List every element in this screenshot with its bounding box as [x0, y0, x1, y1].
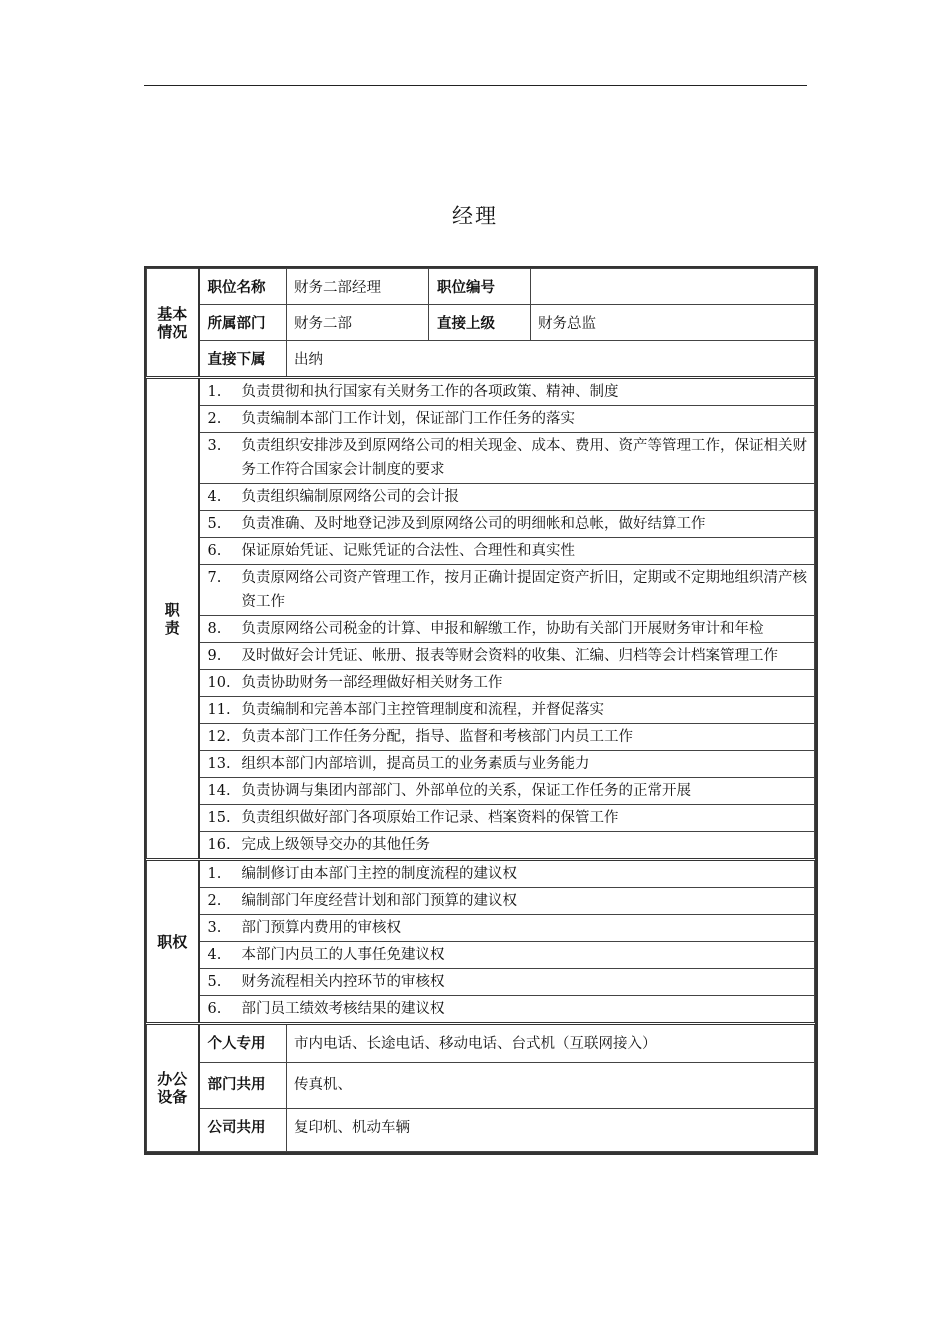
item-number: 15. [207, 810, 231, 826]
duties-item [199, 565, 815, 616]
section-duties: 职 责 [147, 378, 199, 860]
duties-item [199, 805, 815, 832]
item-text: 负责编制和完善本部门主控管理制度和流程，并督促落实 [241, 702, 604, 718]
list-item [147, 538, 815, 565]
item-number: 4. [207, 947, 222, 963]
equipment-department-label: 部门共用 [199, 1063, 287, 1109]
authority-item [199, 888, 815, 915]
authority-item [199, 996, 815, 1024]
list-item [147, 697, 815, 724]
equipment-department-value: 传真机、 [287, 1063, 815, 1109]
authority-item [199, 915, 815, 942]
list-item [147, 888, 815, 915]
duties-item [199, 406, 815, 433]
list-item [147, 511, 815, 538]
item-number: 8. [207, 621, 222, 637]
item-text: 本部门内员工的人事任免建议权 [241, 947, 445, 963]
item-number: 11. [207, 702, 231, 718]
item-number: 3. [207, 438, 222, 454]
duties-item [199, 724, 815, 751]
list-item [147, 751, 815, 778]
authority-item [199, 860, 815, 888]
item-number: 7. [207, 570, 222, 586]
item-text: 负责组织做好部门各项原始工作记录、档案资料的保管工作 [241, 810, 619, 826]
item-text: 保证原始凭证、记账凭证的合法性、合理性和真实性 [241, 543, 575, 559]
header-rule [144, 85, 807, 86]
item-number: 1. [207, 866, 222, 882]
section-equipment: 办公 设备 [147, 1024, 199, 1152]
list-item [147, 670, 815, 697]
item-number: 5. [207, 974, 222, 990]
duties-item [199, 751, 815, 778]
list-item [147, 805, 815, 832]
list-item [147, 832, 815, 860]
list-item [147, 484, 815, 511]
item-text: 负责准确、及时地登记涉及到原网络公司的明细帐和总帐，做好结算工作 [241, 516, 706, 532]
position-name-label: 职位名称 [199, 269, 287, 305]
job-description-table [144, 266, 818, 1155]
duties-item [199, 616, 815, 643]
row-equipment-department [147, 1063, 815, 1109]
duties-item [199, 378, 815, 406]
department-label: 所属部门 [199, 305, 287, 341]
item-text: 财务流程相关内控环节的审核权 [241, 974, 445, 990]
item-text: 负责组织编制原网络公司的会计报 [241, 489, 459, 505]
row-equipment-personal [147, 1024, 815, 1063]
item-number: 5. [207, 516, 222, 532]
superior-label: 直接上级 [429, 305, 531, 341]
duties-item [199, 670, 815, 697]
list-item [147, 724, 815, 751]
item-number: 12. [207, 729, 231, 745]
row-position [147, 269, 815, 305]
item-number: 13. [207, 756, 231, 772]
item-text: 部门预算内费用的审核权 [241, 920, 401, 936]
position-code-value [531, 269, 815, 305]
item-text: 负责原网络公司资产管理工作，按月正确计提固定资产折旧，定期或不定期地组织清产核资工作 [241, 570, 807, 610]
list-item [147, 616, 815, 643]
duties-item [199, 697, 815, 724]
item-number: 6. [207, 1001, 222, 1017]
equipment-company-value: 复印机、机动车辆 [287, 1109, 815, 1152]
row-equipment-company [147, 1109, 815, 1152]
item-text: 负责贯彻和执行国家有关财务工作的各项政策、精神、制度 [241, 384, 619, 400]
item-text: 编制部门年度经营计划和部门预算的建议权 [241, 893, 517, 909]
item-number: 1. [207, 384, 222, 400]
subordinate-value: 出纳 [287, 341, 815, 378]
position-name-value: 财务二部经理 [287, 269, 429, 305]
item-number: 14. [207, 783, 231, 799]
section-basic-info: 基本 情况 [147, 269, 199, 378]
position-code-label: 职位编号 [429, 269, 531, 305]
item-number: 6. [207, 543, 222, 559]
list-item [147, 942, 815, 969]
authority-item [199, 969, 815, 996]
document-title: 经理 [452, 204, 498, 228]
item-number: 2. [207, 411, 222, 427]
list-item [147, 915, 815, 942]
item-number: 3. [207, 920, 222, 936]
authority-item [199, 942, 815, 969]
item-text: 及时做好会计凭证、帐册、报表等财会资料的收集、汇编、归档等会计档案管理工作 [241, 648, 778, 664]
item-text: 部门员工绩效考核结果的建议权 [241, 1001, 445, 1017]
item-number: 4. [207, 489, 222, 505]
subordinate-label: 直接下属 [199, 341, 287, 378]
item-text: 负责协调与集团内部部门、外部单位的关系，保证工作任务的正常开展 [241, 783, 691, 799]
duties-item [199, 484, 815, 511]
row-subordinate [147, 341, 815, 378]
item-number: 10. [207, 675, 231, 691]
item-number: 16. [207, 837, 231, 853]
duties-item [199, 643, 815, 670]
list-item [147, 778, 815, 805]
row-department [147, 305, 815, 341]
item-text: 编制修订由本部门主控的制度流程的建议权 [241, 866, 517, 882]
duties-item [199, 538, 815, 565]
list-item [147, 433, 815, 484]
item-text: 负责本部门工作任务分配，指导、监督和考核部门内员工工作 [241, 729, 633, 745]
list-item [147, 996, 815, 1024]
duties-item [199, 433, 815, 484]
item-text: 完成上级领导交办的其他任务 [241, 837, 430, 853]
list-item [147, 643, 815, 670]
duties-item [199, 511, 815, 538]
duties-item [199, 832, 815, 860]
item-number: 2. [207, 893, 222, 909]
item-number: 9. [207, 648, 222, 664]
equipment-company-label: 公司共用 [199, 1109, 287, 1152]
list-item [147, 860, 815, 888]
section-authority: 职权 [147, 860, 199, 1024]
equipment-personal-label: 个人专用 [199, 1024, 287, 1063]
duties-item [199, 778, 815, 805]
list-item [147, 969, 815, 996]
item-text: 组织本部门内部培训，提高员工的业务素质与业务能力 [241, 756, 590, 772]
item-text: 负责协助财务一部经理做好相关财务工作 [241, 675, 503, 691]
list-item [147, 378, 815, 406]
department-value: 财务二部 [287, 305, 429, 341]
superior-value: 财务总监 [531, 305, 815, 341]
item-text: 负责组织安排涉及到原网络公司的相关现金、成本、费用、资产等管理工作，保证相关财务工作符合国家会计制度的要求 [241, 438, 807, 478]
list-item [147, 565, 815, 616]
list-item [147, 406, 815, 433]
equipment-personal-value: 市内电话、长途电话、移动电话、台式机（互联网接入） [287, 1024, 815, 1063]
item-text: 负责编制本部门工作计划，保证部门工作任务的落实 [241, 411, 575, 427]
item-text: 负责原网络公司税金的计算、申报和解缴工作，协助有关部门开展财务审计和年检 [241, 621, 764, 637]
